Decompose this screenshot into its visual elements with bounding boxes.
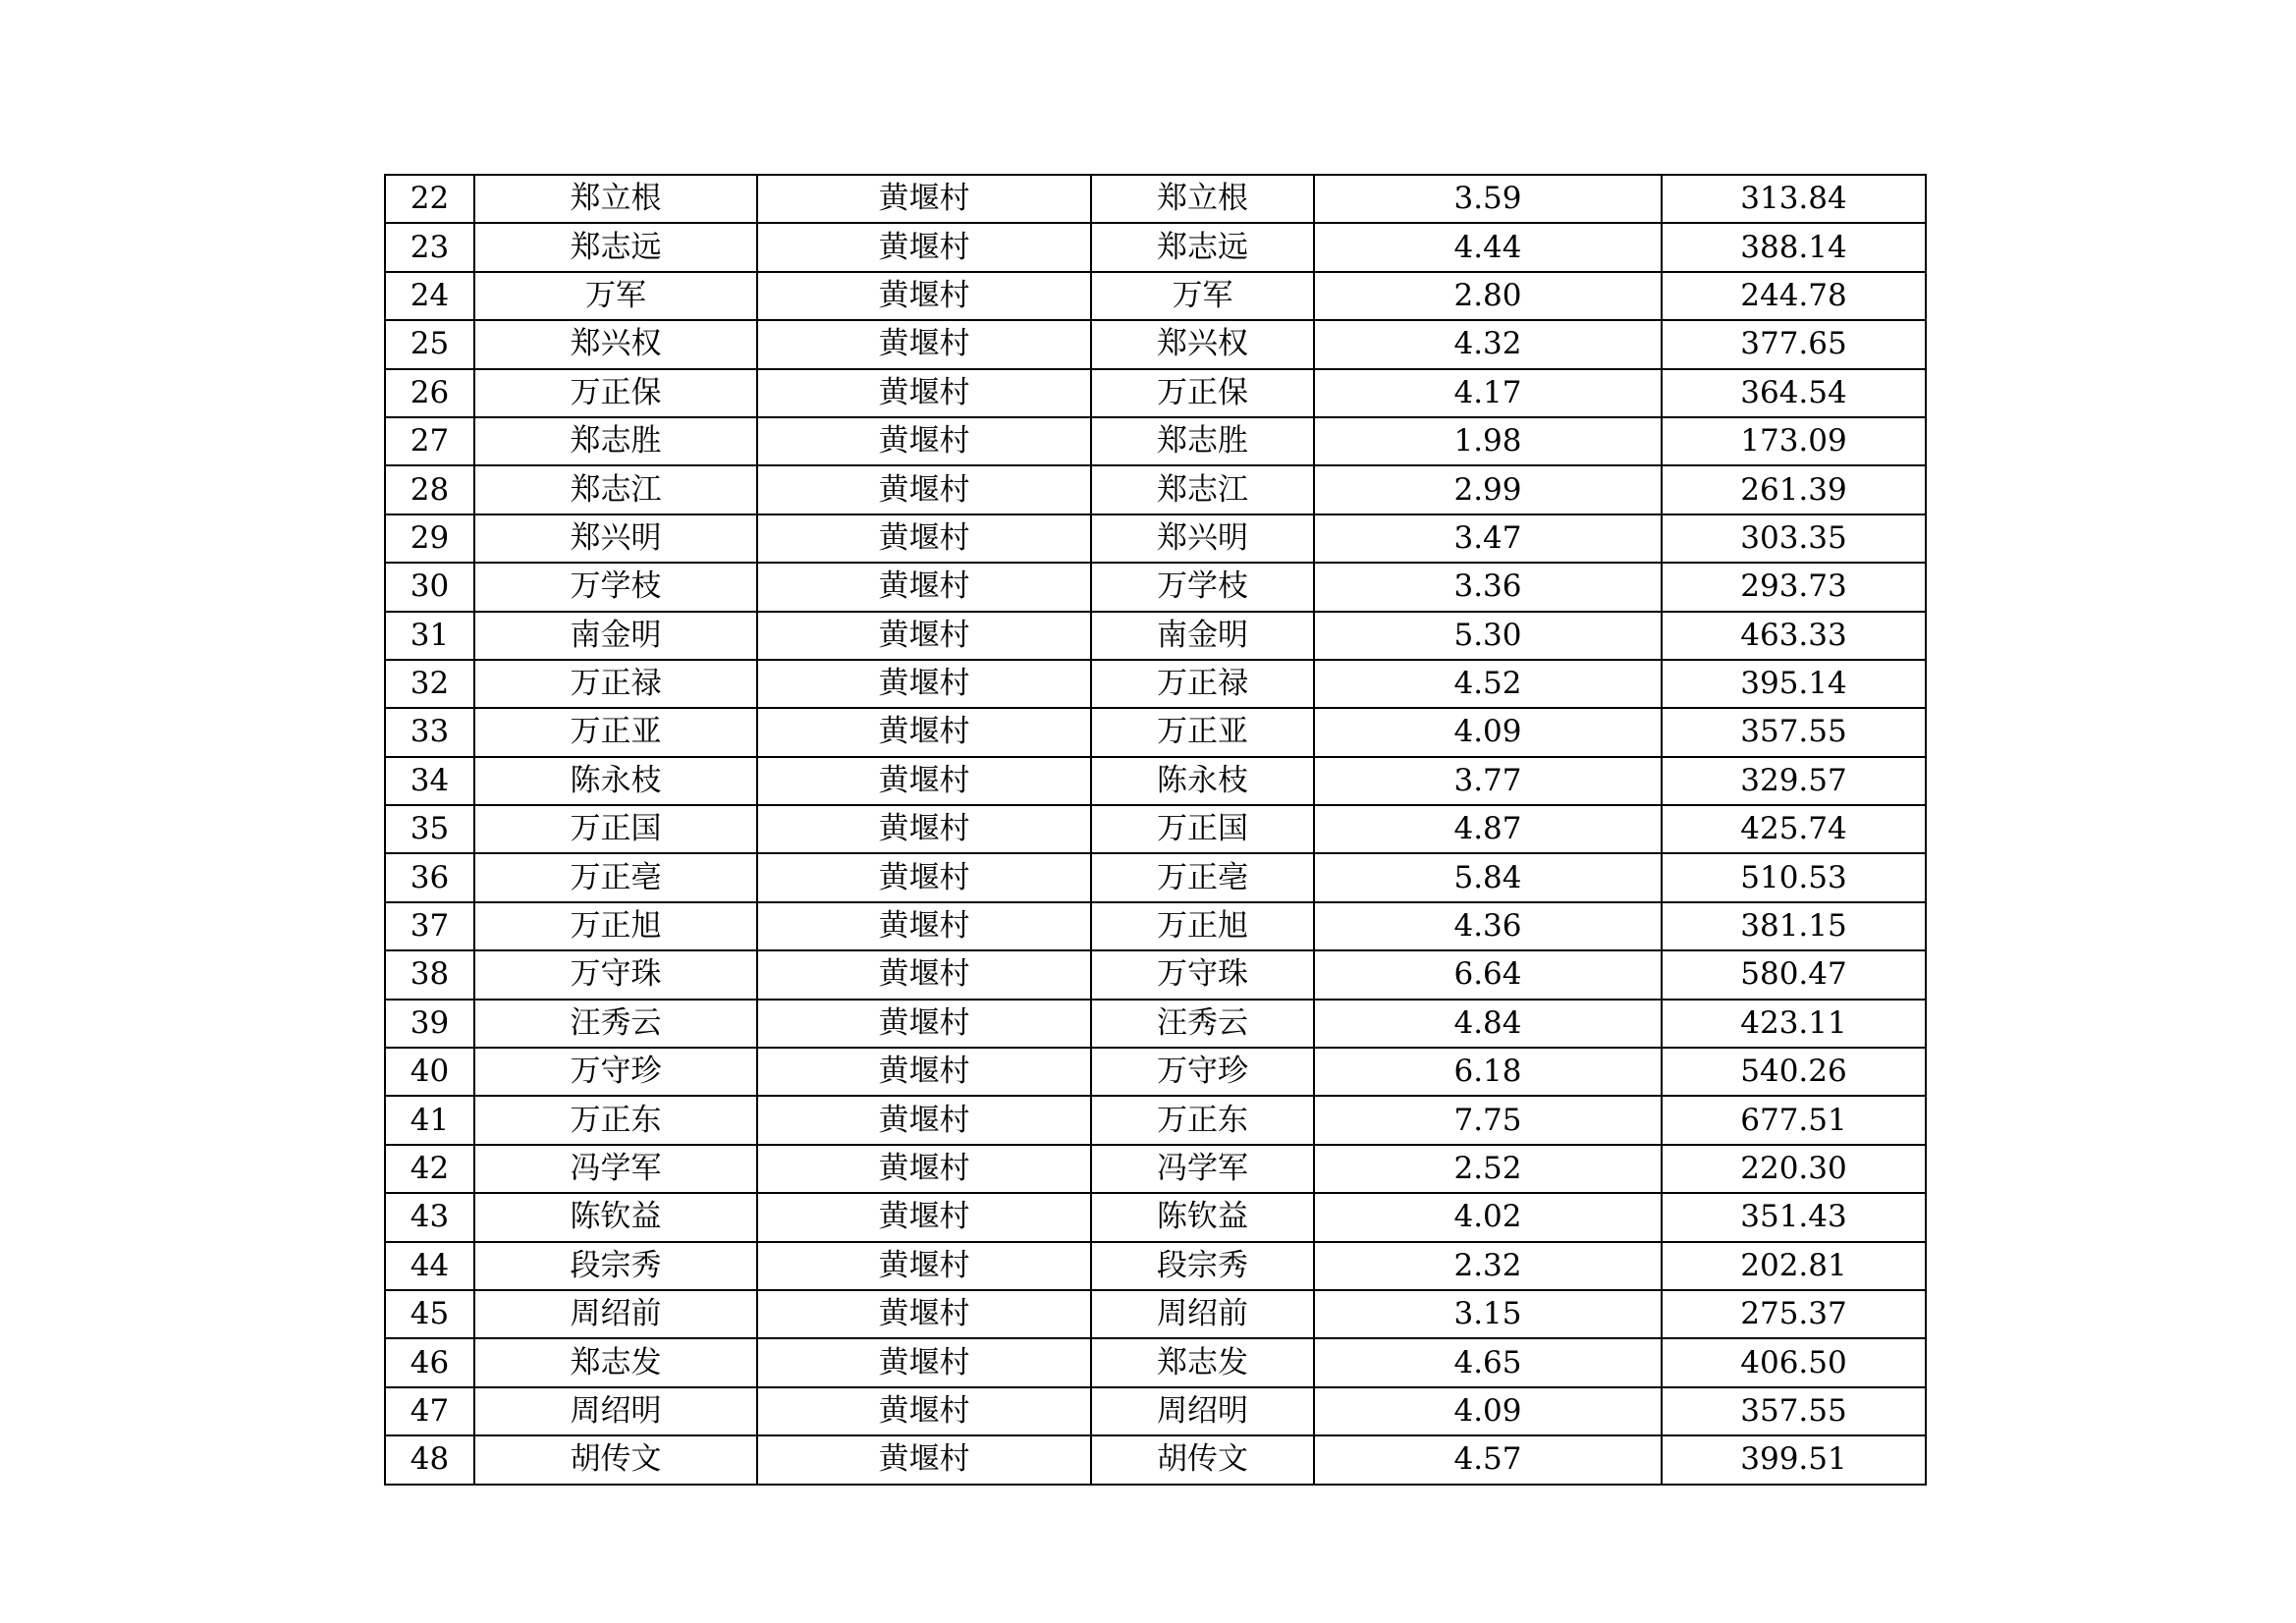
amount-cell: 364.54 bbox=[1662, 369, 1926, 417]
table-row bbox=[385, 175, 1926, 223]
amount-cell: 357.55 bbox=[1662, 1387, 1926, 1435]
table-row bbox=[385, 1435, 1926, 1484]
village-cell: 黄堰村 bbox=[757, 272, 1091, 320]
amount-cell: 381.15 bbox=[1662, 902, 1926, 950]
area-cell: 4.84 bbox=[1314, 1000, 1662, 1048]
area-cell: 5.84 bbox=[1314, 853, 1662, 901]
payee-cell: 万守珠 bbox=[1091, 950, 1314, 999]
table-row bbox=[385, 417, 1926, 465]
amount-cell: 399.51 bbox=[1662, 1435, 1926, 1484]
payee-cell: 万学枝 bbox=[1091, 563, 1314, 611]
payee-cell: 胡传文 bbox=[1091, 1435, 1314, 1484]
amount-cell: 423.11 bbox=[1662, 1000, 1926, 1048]
row-number-cell: 29 bbox=[385, 514, 474, 563]
amount-cell: 173.09 bbox=[1662, 417, 1926, 465]
name-cell: 万守珠 bbox=[474, 950, 757, 999]
name-cell: 汪秀云 bbox=[474, 1000, 757, 1048]
table-row bbox=[385, 805, 1926, 853]
name-cell: 万正东 bbox=[474, 1096, 757, 1144]
table-row bbox=[385, 950, 1926, 999]
amount-cell: 510.53 bbox=[1662, 853, 1926, 901]
name-cell: 胡传文 bbox=[474, 1435, 757, 1484]
table-row bbox=[385, 272, 1926, 320]
amount-cell: 293.73 bbox=[1662, 563, 1926, 611]
payee-cell: 郑立根 bbox=[1091, 175, 1314, 223]
table-row bbox=[385, 757, 1926, 805]
village-cell: 黄堰村 bbox=[757, 757, 1091, 805]
name-cell: 万正禄 bbox=[474, 660, 757, 708]
amount-cell: 463.33 bbox=[1662, 612, 1926, 660]
area-cell: 3.15 bbox=[1314, 1290, 1662, 1338]
village-cell: 黄堰村 bbox=[757, 1048, 1091, 1096]
amount-cell: 677.51 bbox=[1662, 1096, 1926, 1144]
amount-cell: 202.81 bbox=[1662, 1242, 1926, 1290]
row-number-cell: 24 bbox=[385, 272, 474, 320]
table-row bbox=[385, 1145, 1926, 1193]
row-number-cell: 22 bbox=[385, 175, 474, 223]
village-cell: 黄堰村 bbox=[757, 175, 1091, 223]
village-cell: 黄堰村 bbox=[757, 660, 1091, 708]
name-cell: 万守珍 bbox=[474, 1048, 757, 1096]
area-cell: 4.52 bbox=[1314, 660, 1662, 708]
row-number-cell: 46 bbox=[385, 1338, 474, 1386]
table-row bbox=[385, 1193, 1926, 1241]
payee-cell: 万军 bbox=[1091, 272, 1314, 320]
area-cell: 3.47 bbox=[1314, 514, 1662, 563]
name-cell: 郑志江 bbox=[474, 465, 757, 514]
amount-cell: 220.30 bbox=[1662, 1145, 1926, 1193]
table-row bbox=[385, 223, 1926, 271]
village-cell: 黄堰村 bbox=[757, 950, 1091, 999]
row-number-cell: 33 bbox=[385, 708, 474, 756]
payee-cell: 万正禄 bbox=[1091, 660, 1314, 708]
village-cell: 黄堰村 bbox=[757, 902, 1091, 950]
row-number-cell: 27 bbox=[385, 417, 474, 465]
payee-cell: 万正亳 bbox=[1091, 853, 1314, 901]
row-number-cell: 30 bbox=[385, 563, 474, 611]
area-cell: 4.17 bbox=[1314, 369, 1662, 417]
name-cell: 万正保 bbox=[474, 369, 757, 417]
payee-cell: 段宗秀 bbox=[1091, 1242, 1314, 1290]
table-row bbox=[385, 369, 1926, 417]
village-cell: 黄堰村 bbox=[757, 853, 1091, 901]
name-cell: 万军 bbox=[474, 272, 757, 320]
area-cell: 6.18 bbox=[1314, 1048, 1662, 1096]
name-cell: 郑立根 bbox=[474, 175, 757, 223]
payee-cell: 万正旭 bbox=[1091, 902, 1314, 950]
row-number-cell: 37 bbox=[385, 902, 474, 950]
amount-cell: 395.14 bbox=[1662, 660, 1926, 708]
table-row bbox=[385, 853, 1926, 901]
village-cell: 黄堰村 bbox=[757, 612, 1091, 660]
area-cell: 4.09 bbox=[1314, 1387, 1662, 1435]
area-cell: 5.30 bbox=[1314, 612, 1662, 660]
amount-cell: 377.65 bbox=[1662, 320, 1926, 368]
name-cell: 周绍前 bbox=[474, 1290, 757, 1338]
village-cell: 黄堰村 bbox=[757, 1290, 1091, 1338]
amount-cell: 357.55 bbox=[1662, 708, 1926, 756]
amount-cell: 425.74 bbox=[1662, 805, 1926, 853]
name-cell: 郑兴权 bbox=[474, 320, 757, 368]
table-row bbox=[385, 1242, 1926, 1290]
village-cell: 黄堰村 bbox=[757, 1242, 1091, 1290]
area-cell: 4.44 bbox=[1314, 223, 1662, 271]
area-cell: 4.32 bbox=[1314, 320, 1662, 368]
row-number-cell: 36 bbox=[385, 853, 474, 901]
amount-cell: 388.14 bbox=[1662, 223, 1926, 271]
table-row bbox=[385, 1387, 1926, 1435]
area-cell: 3.59 bbox=[1314, 175, 1662, 223]
village-cell: 黄堰村 bbox=[757, 1145, 1091, 1193]
village-cell: 黄堰村 bbox=[757, 805, 1091, 853]
amount-cell: 329.57 bbox=[1662, 757, 1926, 805]
payee-cell: 汪秀云 bbox=[1091, 1000, 1314, 1048]
table-row bbox=[385, 1096, 1926, 1144]
village-cell: 黄堰村 bbox=[757, 514, 1091, 563]
amount-cell: 313.84 bbox=[1662, 175, 1926, 223]
area-cell: 2.52 bbox=[1314, 1145, 1662, 1193]
row-number-cell: 48 bbox=[385, 1435, 474, 1484]
amount-cell: 406.50 bbox=[1662, 1338, 1926, 1386]
amount-cell: 580.47 bbox=[1662, 950, 1926, 999]
row-number-cell: 32 bbox=[385, 660, 474, 708]
table-body bbox=[385, 175, 1926, 1485]
table-row bbox=[385, 514, 1926, 563]
payee-cell: 万守珍 bbox=[1091, 1048, 1314, 1096]
table-row bbox=[385, 708, 1926, 756]
name-cell: 郑志发 bbox=[474, 1338, 757, 1386]
payee-cell: 郑兴明 bbox=[1091, 514, 1314, 563]
name-cell: 陈永枝 bbox=[474, 757, 757, 805]
village-cell: 黄堰村 bbox=[757, 1435, 1091, 1484]
payee-cell: 陈永枝 bbox=[1091, 757, 1314, 805]
name-cell: 段宗秀 bbox=[474, 1242, 757, 1290]
area-cell: 4.57 bbox=[1314, 1435, 1662, 1484]
name-cell: 陈钦益 bbox=[474, 1193, 757, 1241]
area-cell: 4.65 bbox=[1314, 1338, 1662, 1386]
payee-cell: 周绍前 bbox=[1091, 1290, 1314, 1338]
payee-cell: 郑志江 bbox=[1091, 465, 1314, 514]
amount-cell: 303.35 bbox=[1662, 514, 1926, 563]
area-cell: 1.98 bbox=[1314, 417, 1662, 465]
payee-cell: 冯学军 bbox=[1091, 1145, 1314, 1193]
area-cell: 6.64 bbox=[1314, 950, 1662, 999]
row-number-cell: 41 bbox=[385, 1096, 474, 1144]
village-cell: 黄堰村 bbox=[757, 417, 1091, 465]
amount-cell: 244.78 bbox=[1662, 272, 1926, 320]
payee-cell: 万正东 bbox=[1091, 1096, 1314, 1144]
row-number-cell: 47 bbox=[385, 1387, 474, 1435]
name-cell: 南金明 bbox=[474, 612, 757, 660]
payee-cell: 南金明 bbox=[1091, 612, 1314, 660]
village-cell: 黄堰村 bbox=[757, 1193, 1091, 1241]
table-row bbox=[385, 465, 1926, 514]
row-number-cell: 28 bbox=[385, 465, 474, 514]
area-cell: 2.80 bbox=[1314, 272, 1662, 320]
village-cell: 黄堰村 bbox=[757, 223, 1091, 271]
area-cell: 4.02 bbox=[1314, 1193, 1662, 1241]
table-row bbox=[385, 1048, 1926, 1096]
payee-cell: 万正保 bbox=[1091, 369, 1314, 417]
payee-cell: 郑兴权 bbox=[1091, 320, 1314, 368]
row-number-cell: 25 bbox=[385, 320, 474, 368]
village-cell: 黄堰村 bbox=[757, 1387, 1091, 1435]
name-cell: 万正亳 bbox=[474, 853, 757, 901]
row-number-cell: 34 bbox=[385, 757, 474, 805]
village-cell: 黄堰村 bbox=[757, 1096, 1091, 1144]
village-cell: 黄堰村 bbox=[757, 1000, 1091, 1048]
payee-cell: 郑志发 bbox=[1091, 1338, 1314, 1386]
name-cell: 郑兴明 bbox=[474, 514, 757, 563]
row-number-cell: 23 bbox=[385, 223, 474, 271]
area-cell: 4.36 bbox=[1314, 902, 1662, 950]
row-number-cell: 35 bbox=[385, 805, 474, 853]
name-cell: 万正国 bbox=[474, 805, 757, 853]
table-row bbox=[385, 1338, 1926, 1386]
amount-cell: 351.43 bbox=[1662, 1193, 1926, 1241]
village-cell: 黄堰村 bbox=[757, 320, 1091, 368]
village-cell: 黄堰村 bbox=[757, 369, 1091, 417]
village-cell: 黄堰村 bbox=[757, 563, 1091, 611]
area-cell: 2.99 bbox=[1314, 465, 1662, 514]
name-cell: 郑志胜 bbox=[474, 417, 757, 465]
table-row bbox=[385, 902, 1926, 950]
payee-cell: 万正国 bbox=[1091, 805, 1314, 853]
row-number-cell: 26 bbox=[385, 369, 474, 417]
area-cell: 7.75 bbox=[1314, 1096, 1662, 1144]
area-cell: 2.32 bbox=[1314, 1242, 1662, 1290]
village-cell: 黄堰村 bbox=[757, 1338, 1091, 1386]
row-number-cell: 44 bbox=[385, 1242, 474, 1290]
row-number-cell: 43 bbox=[385, 1193, 474, 1241]
table-row bbox=[385, 660, 1926, 708]
name-cell: 万学枝 bbox=[474, 563, 757, 611]
area-cell: 3.77 bbox=[1314, 757, 1662, 805]
table-row bbox=[385, 612, 1926, 660]
village-cell: 黄堰村 bbox=[757, 708, 1091, 756]
table-row bbox=[385, 320, 1926, 368]
amount-cell: 540.26 bbox=[1662, 1048, 1926, 1096]
area-cell: 4.87 bbox=[1314, 805, 1662, 853]
amount-cell: 261.39 bbox=[1662, 465, 1926, 514]
row-number-cell: 31 bbox=[385, 612, 474, 660]
payee-cell: 陈钦益 bbox=[1091, 1193, 1314, 1241]
amount-cell: 275.37 bbox=[1662, 1290, 1926, 1338]
name-cell: 万正旭 bbox=[474, 902, 757, 950]
name-cell: 冯学军 bbox=[474, 1145, 757, 1193]
payee-cell: 郑志远 bbox=[1091, 223, 1314, 271]
name-cell: 郑志远 bbox=[474, 223, 757, 271]
row-number-cell: 40 bbox=[385, 1048, 474, 1096]
payee-cell: 周绍明 bbox=[1091, 1387, 1314, 1435]
row-number-cell: 38 bbox=[385, 950, 474, 999]
payee-cell: 万正亚 bbox=[1091, 708, 1314, 756]
name-cell: 万正亚 bbox=[474, 708, 757, 756]
row-number-cell: 42 bbox=[385, 1145, 474, 1193]
table-row bbox=[385, 1000, 1926, 1048]
table-row bbox=[385, 563, 1926, 611]
row-number-cell: 45 bbox=[385, 1290, 474, 1338]
village-cell: 黄堰村 bbox=[757, 465, 1091, 514]
row-number-cell: 39 bbox=[385, 1000, 474, 1048]
payee-cell: 郑志胜 bbox=[1091, 417, 1314, 465]
data-table bbox=[384, 174, 1927, 1486]
area-cell: 4.09 bbox=[1314, 708, 1662, 756]
table-row bbox=[385, 1290, 1926, 1338]
name-cell: 周绍明 bbox=[474, 1387, 757, 1435]
area-cell: 3.36 bbox=[1314, 563, 1662, 611]
